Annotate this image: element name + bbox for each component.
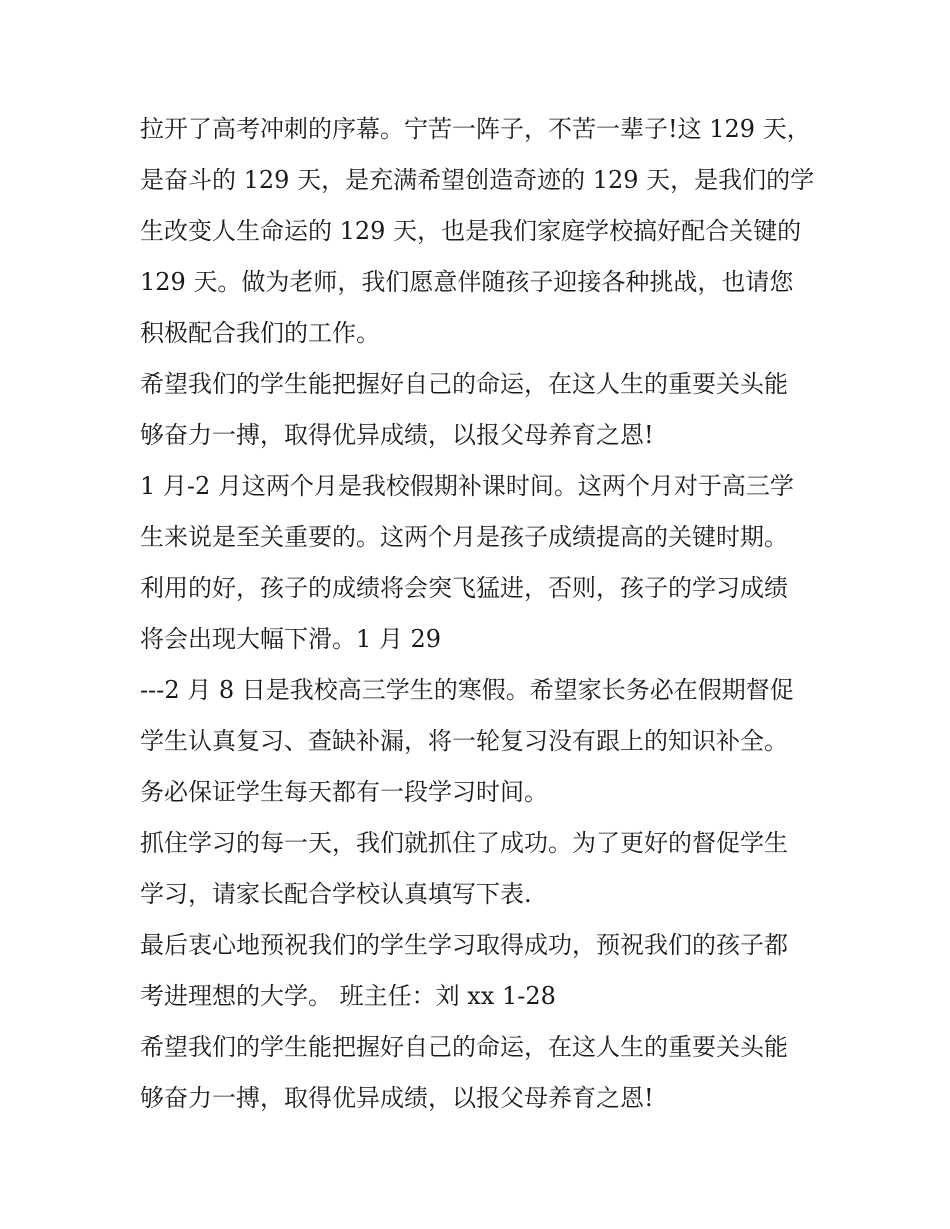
text-line: 积极配合我们的工作。 <box>140 319 380 347</box>
text-line: 希望我们的学生能把握好自己的命运，在这人生的重要关头能 <box>140 1033 788 1061</box>
text-line: 希望我们的学生能把握好自己的命运，在这人生的重要关头能 <box>140 370 788 398</box>
text-line: 抓住学习的每一天，我们就抓住了成功。为了更好的督促学生 <box>140 829 788 857</box>
text-line: 够奋力一搏，取得优异成绩，以报父母养育之恩! <box>140 421 654 449</box>
text-line: 拉开了高考冲刺的序幕。宁苦一阵子，不苦一辈子!这 129 天， <box>140 115 811 143</box>
text-line: 将会出现大幅下滑。1 月 29 <box>140 625 442 653</box>
body-text <box>140 104 830 1124</box>
text-line: 学习，请家长配合学校认真填写下表. <box>140 880 532 908</box>
text-line: 129 天。做为老师，我们愿意伴随孩子迎接各种挑战，也请您 <box>140 268 794 296</box>
text-line: 利用的好，孩子的成绩将会突飞猛进，否则，孩子的学习成绩 <box>140 574 788 602</box>
text-line: 是奋斗的 129 天，是充满希望创造奇迹的 129 天，是我们的学 <box>140 166 815 194</box>
text-line: 考进理想的大学。 班主任：刘 xx 1-28 <box>140 982 556 1010</box>
text-line: 学生认真复习、查缺补漏，将一轮复习没有跟上的知识补全。 <box>140 727 788 755</box>
text-line: 够奋力一搏，取得优异成绩，以报父母养育之恩! <box>140 1084 654 1112</box>
text-line: 生改变人生命运的 129 天，也是我们家庭学校搞好配合关键的 <box>140 217 802 245</box>
text-line: 最后衷心地预祝我们的学生学习取得成功，预祝我们的孩子都 <box>140 931 788 959</box>
text-line: 1 月-2 月这两个月是我校假期补课时间。这两个月对于高三学 <box>140 472 794 500</box>
text-line: ---2 月 8 日是我校高三学生的寒假。希望家长务必在假期督促 <box>140 676 794 704</box>
text-line: 务必保证学生每天都有一段学习时间。 <box>140 778 548 806</box>
text-line: 生来说是至关重要的。这两个月是孩子成绩提高的关键时期。 <box>140 523 788 551</box>
